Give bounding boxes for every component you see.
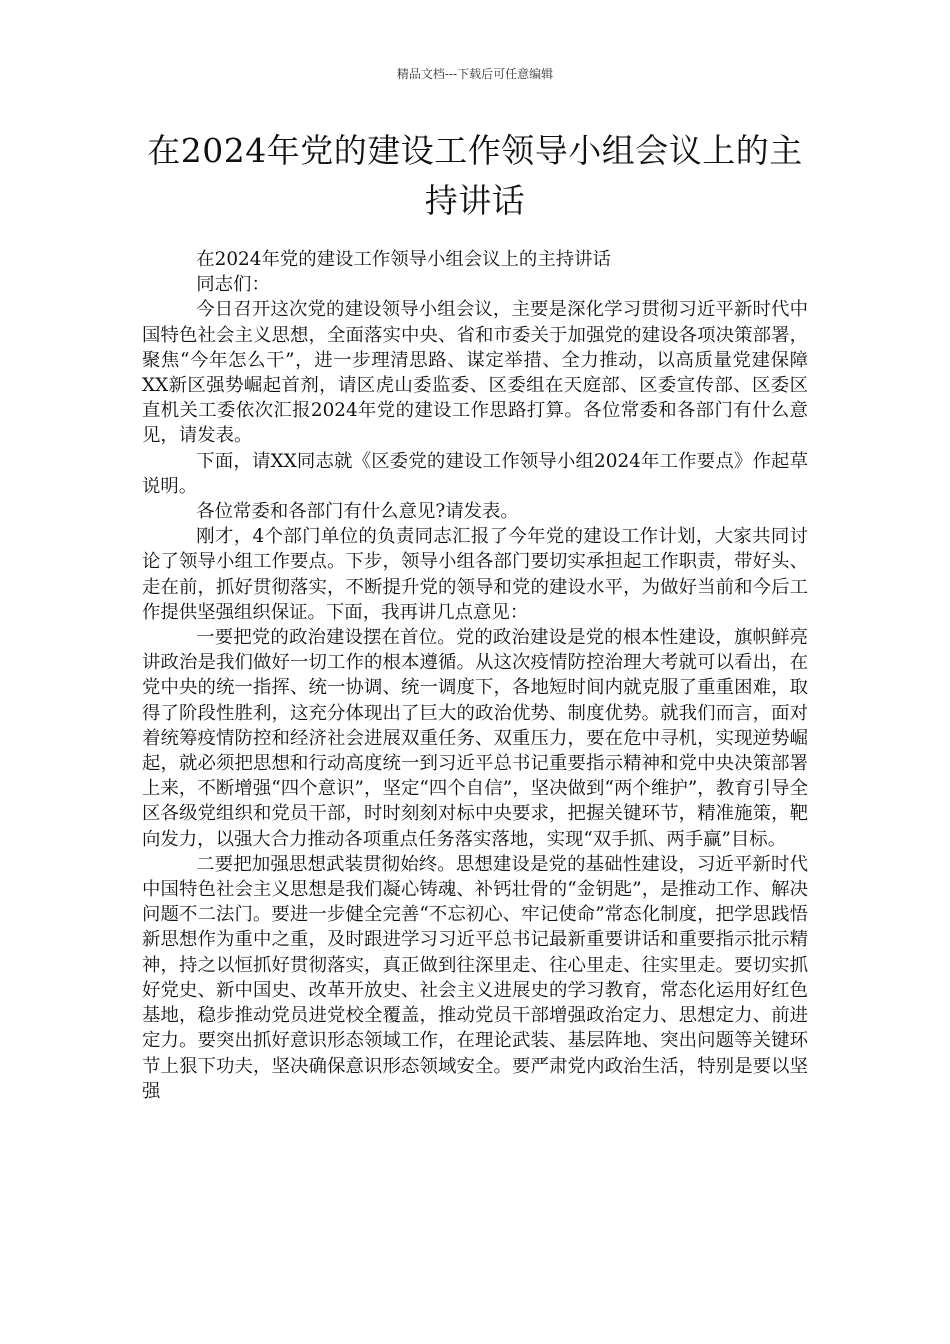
body-paragraph: 下面，请XX同志就《区委党的建设工作领导小组2024年工作要点》作起草说明。 [142,450,808,497]
document-title: 在2024年党的建设工作领导小组会议上的主持讲话 [147,131,803,220]
body-paragraph-subtitle: 在2024年党的建设工作领导小组会议上的主持讲话 [196,249,611,270]
body-paragraph: 二要把加强思想武装贯彻始终。思想建设是党的基础性建设，习近平新时代中国特色社会主义思想是我们凝心铸魂、补钙壮骨的“金钥匙”，是推动工作、解决问题不二法门。要进一步健全完善“不忘初心、牢记使命”常态化制度，把学思践悟新思想作为重中之重，及时跟进学习习近平总书记最新重要讲话和重要指示批示精神，持之以恒抓好贯彻落实，真正做到往深里走、往心里走、往实里走。要切实抓好党史、新中国史、改革开放史、社会主义进展史的学习教育，常态化运用好红色基地，稳步推动党员进党校全覆盖，推动党员干部增强政治定力、思想定力、前进定力。要突出抓好意识形态领域工作，在理论武装、基层阵地、突出问题等关键环节上狠下功夫，坚决确保意识形态领域安全。要严肃党内政治生活，特别是要以坚强 [142,853,808,1102]
body-paragraph-salutation: 同志们： [196,274,270,296]
document-body [142,247,808,1104]
body-paragraph: 今日召开这次党的建设领导小组会议，主要是深化学习贯彻习近平新时代中国特色社会主义思想，全面落实中央、省和市委关于加强党的建设各项决策部署，聚焦“今年怎么干”，进一步理清思路、谋定举措、全力推动，以高质量党建保障XX新区强势崛起首剂，请区虎山委监委、区委组在天庭部、区委宣传部、区委区直机关工委依次汇报2024年党的建设工作思路打算。各位常委和各部门有什么意见，请发表。 [142,299,808,447]
body-paragraph: 一要把党的政治建设摆在首位。党的政治建设是党的根本性建设，旗帜鲜亮讲政治是我们做好一切工作的根本遵循。从这次疫情防控治理大考就可以看出，在党中央的统一指挥、统一协调、统一调度下，各地短时间内就克服了重重困难，取得了阶段性胜利，这充分体现出了巨大的政治优势、制度优势。就我们而言，面对着统筹疫情防控和经济社会进展双重任务、双重压力，要在危中寻机，实现逆势崛起，就必须把思想和行动高度统一到习近平总书记重要指示精神和党中央决策部署上来，不断增强“四个意识”，坚定“四个自信”，坚决做到“两个维护”，教育引导全区各级党组织和党员干部，时时刻刻对标中央要求，把握关键环节，精准施策，靶向发力，以强大合力推动各项重点任务落实落地，实现“双手抓、两手赢”目标。 [142,627,808,850]
body-paragraph: 各位常委和各部门有什么意见?请发表。 [196,501,519,523]
body-paragraph: 刚才，4个部门单位的负责同志汇报了今年党的建设工作计划，大家共同讨论了领导小组工作要点。下步，领导小组各部门要切实承担起工作职责，带好头、走在前，抓好贯彻落实，不断提升党的领导和党的建设水平，为做好当前和今后工作提供坚强组织保证。下面，我再讲几点意见： [142,526,808,623]
header-watermark-text: 精品文档---下载后可任意编辑 [396,67,554,81]
